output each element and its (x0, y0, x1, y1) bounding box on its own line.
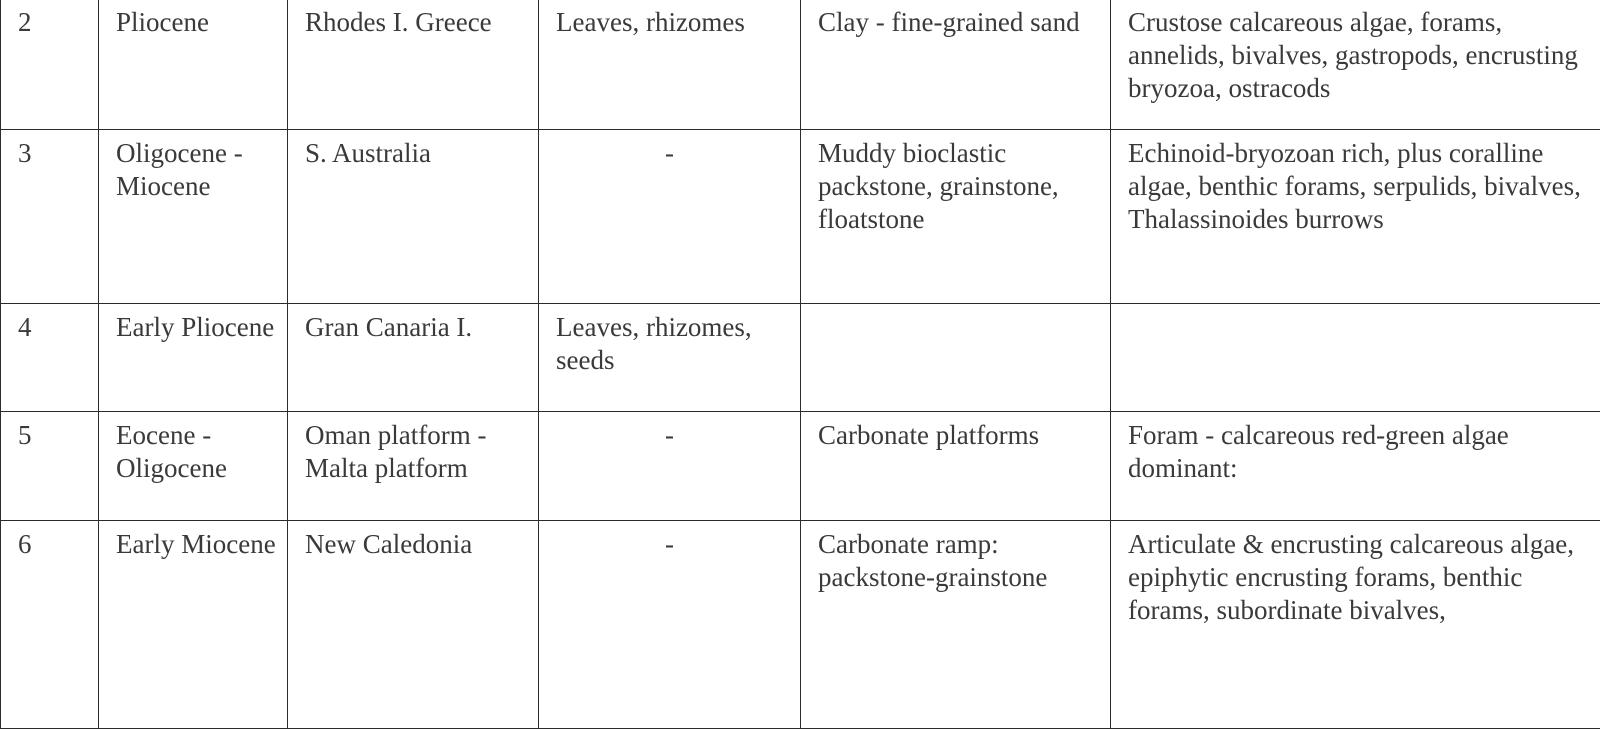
cell-biota: Echinoid-bryozoan rich, plus coralline algae, benthic forams, serpulids, bivalves, Thalassinoides burrows (1111, 130, 1600, 304)
cell-locality: S. Australia (288, 130, 539, 304)
cell-sediment: Carbonate ramp: packstone-grainstone (801, 521, 1111, 729)
cell-biota: Foram - calcareous red-green algae dominant: (1111, 412, 1600, 521)
cell-sediment (801, 304, 1111, 412)
cell-age: Oligocene - Miocene (99, 130, 288, 304)
cell-age: Early Miocene (99, 521, 288, 729)
cell-plant-parts: - (539, 130, 801, 304)
cell-plant-parts: Leaves, rhizomes, seeds (539, 304, 801, 412)
cell-number: 5 (1, 412, 99, 521)
cell-age: Early Pliocene (99, 304, 288, 412)
cell-number: 4 (1, 304, 99, 412)
cell-locality: Gran Canaria I. (288, 304, 539, 412)
cell-plant-parts: - (539, 412, 801, 521)
cell-plant-parts: - (539, 521, 801, 729)
table-row (1, 304, 1600, 412)
cell-biota: Crustose calcareous algae, forams, annelids, bivalves, gastropods, encrusting bryozoa, ostracods (1111, 0, 1600, 130)
cell-age: Eocene - Oligocene (99, 412, 288, 521)
cell-sediment: Clay - fine-grained sand (801, 0, 1111, 130)
cell-sediment: Carbonate platforms (801, 412, 1111, 521)
table-row (1, 412, 1600, 521)
table-row (1, 0, 1600, 130)
cell-number: 6 (1, 521, 99, 729)
cell-biota (1111, 304, 1600, 412)
cell-sediment: Muddy bioclastic packstone, grainstone, floatstone (801, 130, 1111, 304)
cell-number: 2 (1, 0, 99, 130)
cell-age: Pliocene (99, 0, 288, 130)
cell-locality: Rhodes I. Greece (288, 0, 539, 130)
table-row (1, 130, 1600, 304)
table-row (1, 521, 1600, 729)
cell-locality: Oman platform - Malta platform (288, 412, 539, 521)
cell-biota: Articulate & encrusting calcareous algae, epiphytic encrusting forams, benthic forams, subordinate bivalves, (1111, 521, 1600, 729)
cell-plant-parts: Leaves, rhizomes (539, 0, 801, 130)
cell-number: 3 (1, 130, 99, 304)
cell-locality: New Caledonia (288, 521, 539, 729)
